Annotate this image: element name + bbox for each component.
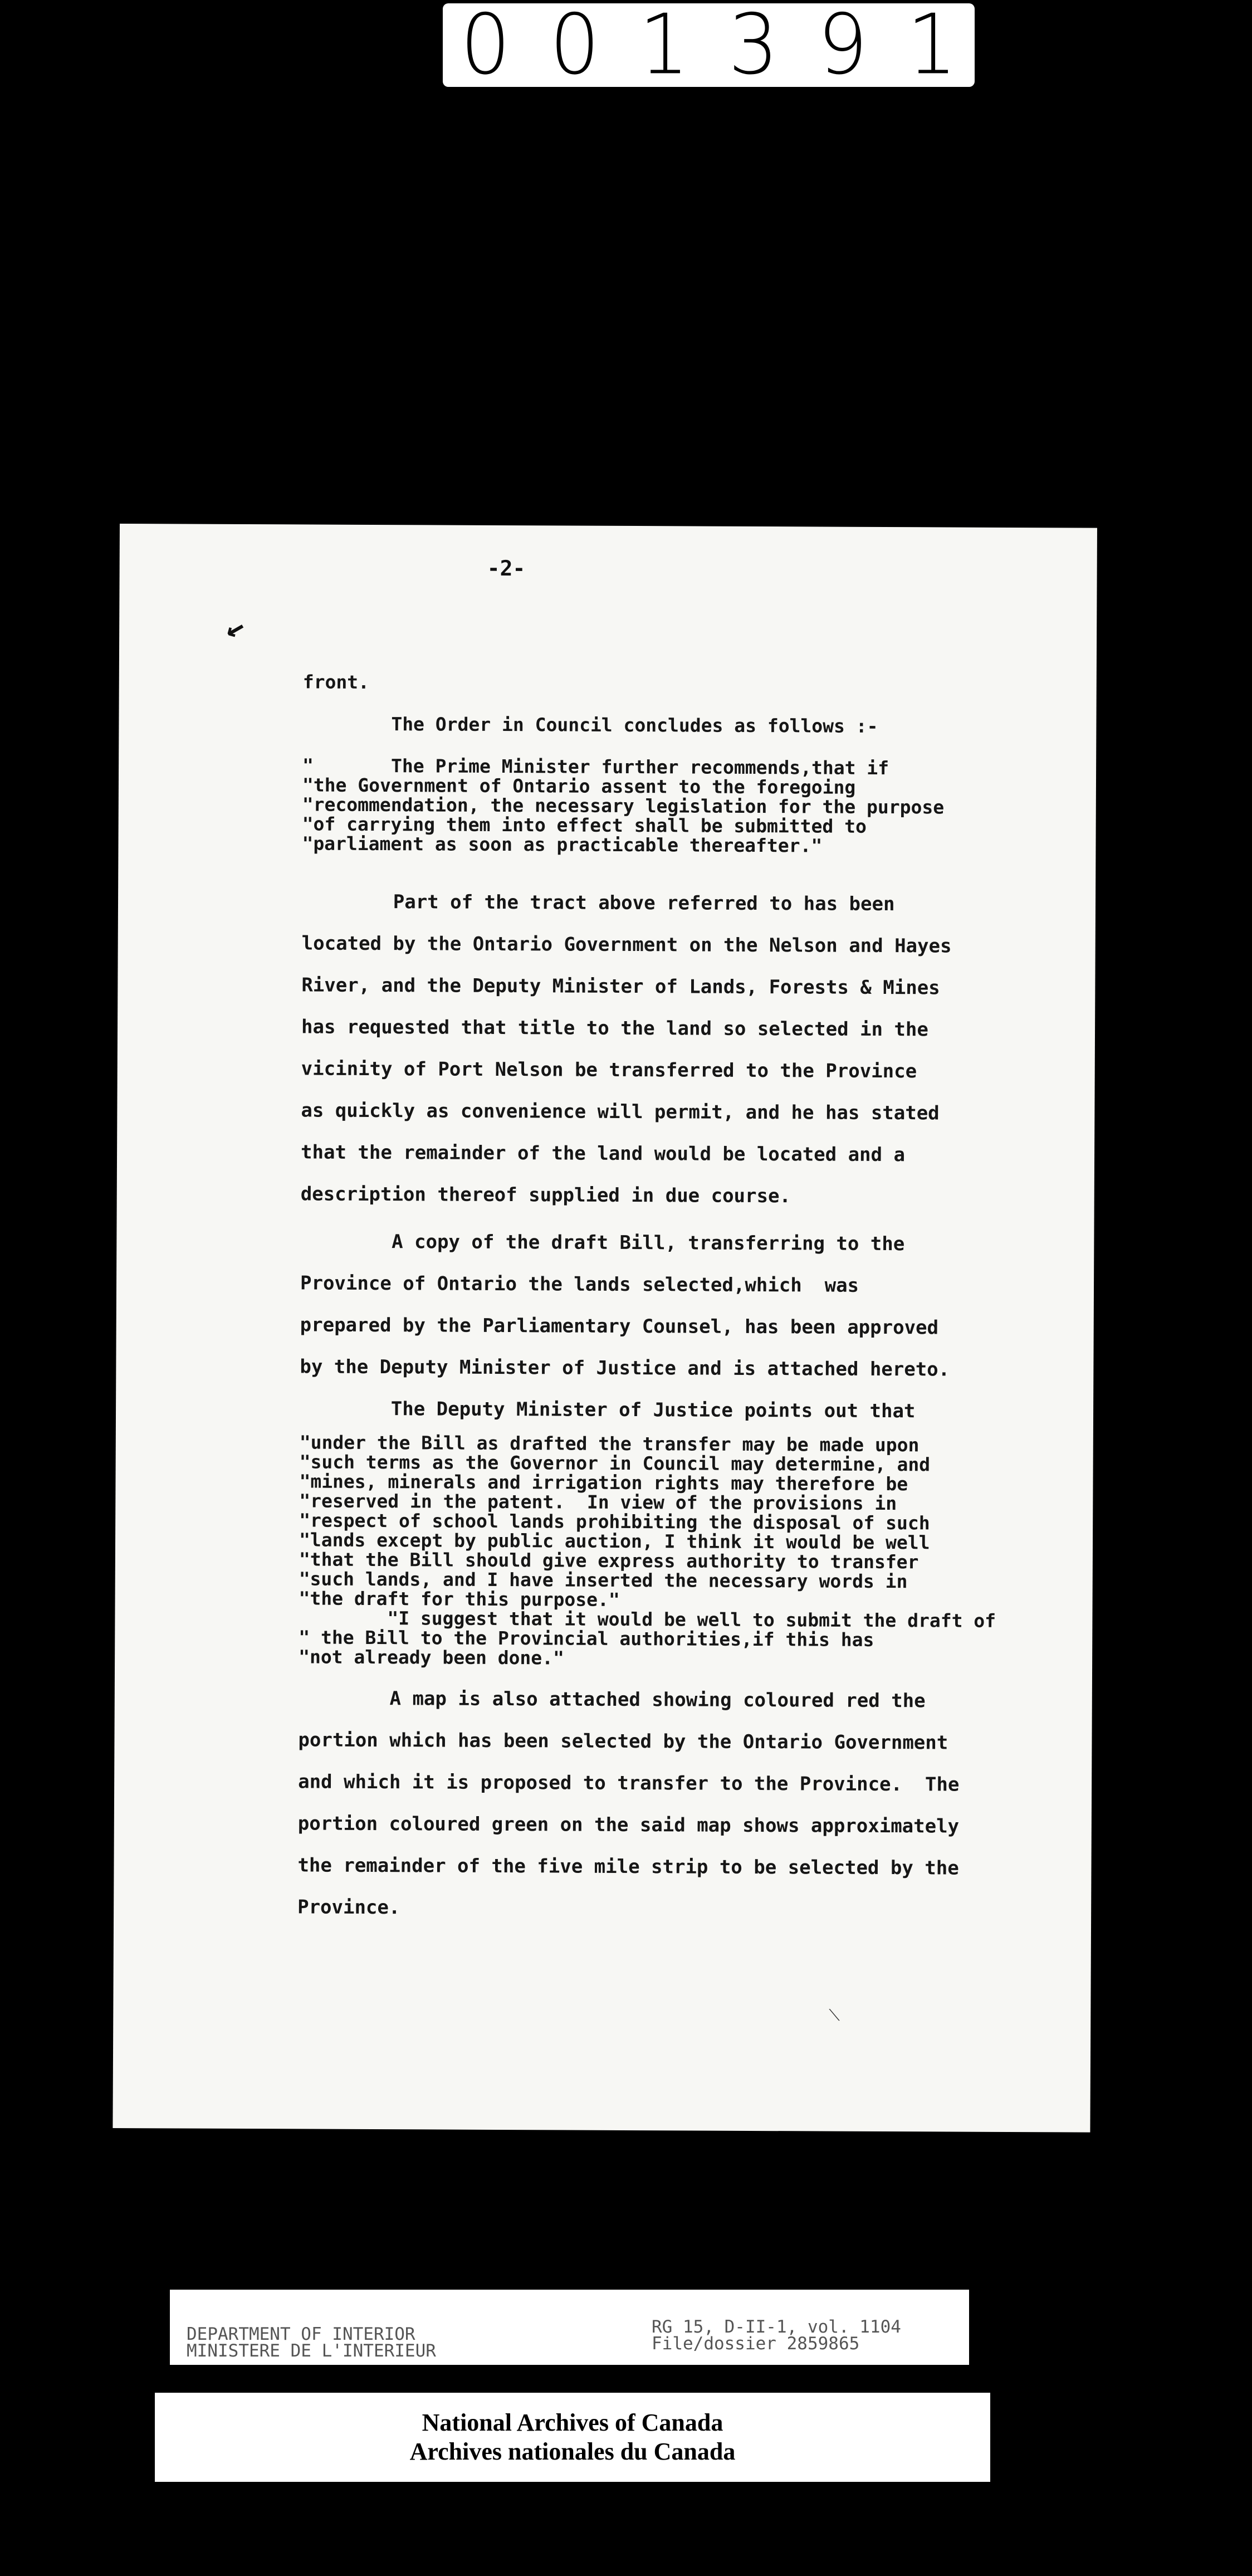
file-number: File/dossier 2859865 bbox=[652, 2334, 860, 2354]
archive-credit bbox=[155, 2393, 990, 2482]
text-quote-justice: "under the Bill as drafted the transfer may be made upon "such terms as the Governor in Council may determine, and "mines, minerals and irrigation rights may therefore be "reserved in the patent. In view of the provisions in "respect of school lands prohibiting the disposal of such "lands except by public auction, I think it would be well "that the Bill should give express authority to transfer "such lands, and I have inserted the necessary words in "the draft for this purpose." "I suggest that it would be well to submit the draft of " the Bill to the Provincial authorities,if this has "not already been done." bbox=[299, 1431, 996, 1669]
text-paragraph-map: A map is also attached showing coloured red the portion which has been selected by the Ontario Government and which it is proposed to transfer to the Province. The portion coloured green on the said map shows approximately the remainder of the five mile strip to be selected by the Province. bbox=[297, 1687, 960, 1919]
frame-number: 001391 bbox=[460, 0, 996, 94]
department-fr: MINISTERE DE L'INTERIEUR bbox=[187, 2341, 436, 2361]
document-page bbox=[113, 524, 1097, 2133]
catalog-label bbox=[170, 2290, 969, 2365]
text-paragraph-draft-bill: A copy of the draft Bill, transferring to the Province of Ontario the lands selected,which was prepared by the Parliamentary Counsel, has been approved by the Deputy Minister of Justice and is attached hereto. bbox=[300, 1230, 950, 1381]
text-order-intro: The Order in Council concludes as follows :- bbox=[302, 713, 878, 737]
archive-name-fr: Archives nationales du Canada bbox=[409, 2438, 736, 2465]
reference-label bbox=[652, 2319, 901, 2352]
frame-number-label bbox=[443, 0, 996, 94]
text-paragraph-justice-intro: The Deputy Minister of Justice points out that bbox=[299, 1397, 916, 1423]
stray-mark: ⟍ bbox=[829, 2006, 840, 2024]
margin-mark: ← bbox=[217, 608, 252, 649]
text-quote-prime-minister: " The Prime Minister further recommends,that if "the Government of Ontario assent to the foregoing "recommendation, the necessary legislation for the purpose "of carrying them into effect shall be submitted to "parliament as soon as practicable thereafter." bbox=[302, 754, 945, 857]
page-number: -2- bbox=[487, 555, 526, 581]
archive-name-en: National Archives of Canada bbox=[422, 2409, 723, 2436]
text-paragraph-tract: Part of the tract above referred to has been located by the Ontario Government on the Nelson and Hayes River, and the Deputy Minister of Lands, Forests & Mines has requested that title to the land so selected in the vicinity of Port Nelson be transferred to the Province as quickly as convenience will permit, and he has stated that the remainder of the land would be located and a description thereof supplied in due course. bbox=[300, 890, 952, 1208]
record-group-reference: RG 15, D-II-1, vol. 1104 bbox=[652, 2317, 901, 2337]
text-front: front. bbox=[302, 671, 370, 693]
department-en: DEPARTMENT OF INTERIOR bbox=[187, 2324, 415, 2344]
department-label bbox=[187, 2326, 436, 2359]
